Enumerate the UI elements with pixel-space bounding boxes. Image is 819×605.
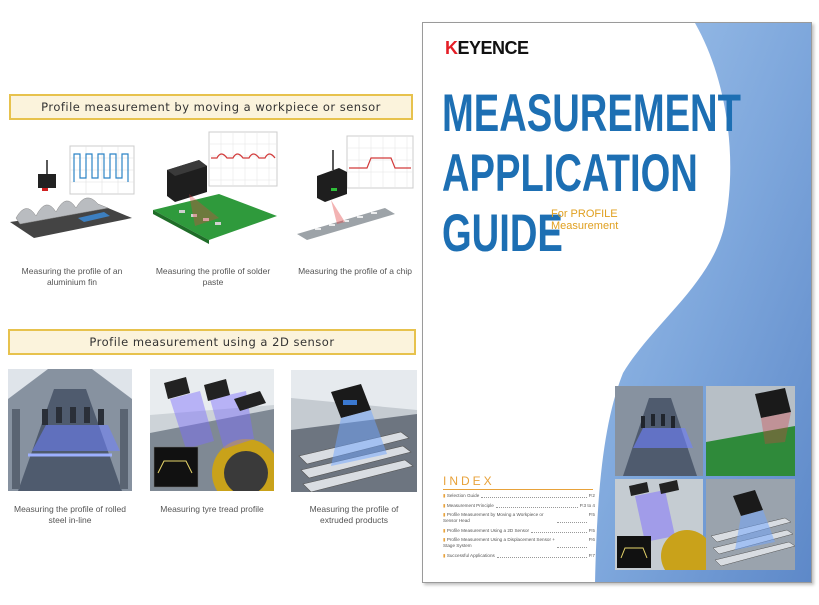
- caption-tyre-tread: Measuring tyre tread profile: [160, 504, 264, 514]
- index-item: ▮ Profile Measurement by Moving a Workpiece or Sensor Head P.5: [443, 512, 595, 524]
- index-title: INDEX: [443, 474, 495, 488]
- chip-image: [295, 130, 417, 245]
- caption-rolled-steel: Measuring the profile of rolled steel in-line: [14, 504, 126, 525]
- index-item: ▮ Profile Measurement Using a Displacement Sensor + Stage System P.6: [443, 537, 595, 549]
- cover-title-line-3: GUIDE: [442, 204, 563, 263]
- extruded-products-image: [291, 370, 417, 492]
- caption-solder-paste: Measuring the profile of solder paste: [155, 266, 271, 287]
- tyre-tread-image: [150, 369, 274, 491]
- cover-photo-grid: [615, 386, 795, 570]
- caption-aluminium-fin: Measuring the profile of an aluminium fin: [21, 266, 123, 287]
- cover-title-line-2: APPLICATION: [442, 144, 698, 203]
- keyence-logo: KEYENCE: [445, 38, 529, 58]
- caption-chip: Measuring the profile of a chip: [298, 266, 412, 276]
- index-item: ▮ Successful Applications P.7: [443, 553, 595, 559]
- section-header-2d-sensor: Profile measurement using a 2D sensor: [8, 329, 416, 355]
- index-item: ▮ Profile Measurement Using a 2D Sensor P.5: [443, 528, 595, 534]
- solder-paste-image: [149, 130, 279, 245]
- cover-subtitle: For PROFILE Measurement: [551, 208, 619, 232]
- caption-extruded-products: Measuring the profile of extruded products: [309, 504, 399, 525]
- index-item: ▮ Measurement Principle P.3 to 4: [443, 503, 595, 509]
- cover-title-line-1: MEASUREMENT: [442, 84, 741, 143]
- brochure-cover: [422, 22, 812, 583]
- index-list: [443, 493, 595, 562]
- aluminium-fin-image: [8, 140, 136, 245]
- index-divider: [443, 489, 593, 490]
- index-item: ▮ Selection Guide P.2: [443, 493, 595, 499]
- section-header-moving-workpiece: Profile measurement by moving a workpiece or sensor: [9, 94, 413, 120]
- rolled-steel-image: [8, 369, 132, 491]
